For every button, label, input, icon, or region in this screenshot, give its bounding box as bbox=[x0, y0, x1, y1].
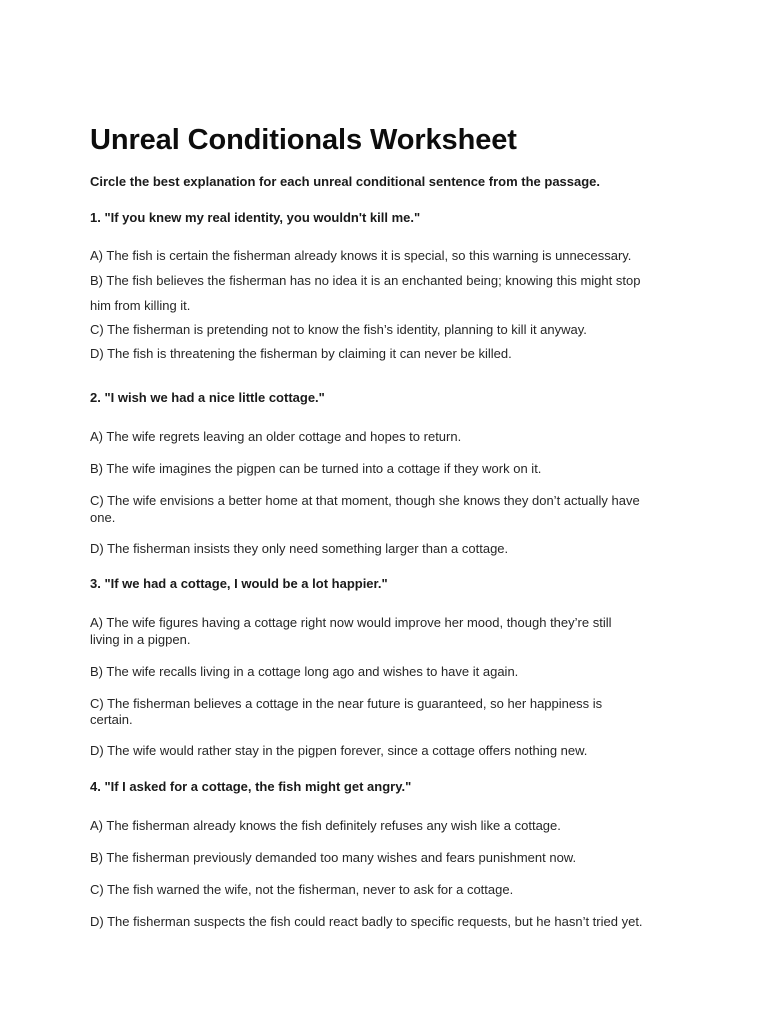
question-1-option-c[interactable]: C) The fisherman is pretending not to know the fish’s identity, planning to kill it anyway. bbox=[90, 322, 587, 337]
question-2-option-c-cont[interactable]: one. bbox=[90, 510, 116, 525]
question-1-option-d[interactable]: D) The fish is threatening the fisherman by claiming it can never be killed. bbox=[90, 346, 512, 361]
question-1-option-b-cont[interactable]: him from killing it. bbox=[90, 298, 191, 313]
question-4-option-b[interactable]: B) The fisherman previously demanded too many wishes and fears punishment now. bbox=[90, 850, 577, 865]
question-2-prompt: 2. "I wish we had a nice little cottage." bbox=[90, 390, 325, 405]
question-4-option-d[interactable]: D) The fisherman suspects the fish could react badly to specific requests, but he hasn’t tried yet. bbox=[90, 914, 643, 929]
page-title: Unreal Conditionals Worksheet bbox=[90, 124, 517, 156]
question-3-option-c-cont[interactable]: certain. bbox=[90, 712, 133, 727]
instructions: Circle the best explanation for each unreal conditional sentence from the passage. bbox=[90, 174, 601, 189]
question-2-option-b[interactable]: B) The wife imagines the pigpen can be turned into a cottage if they work on it. bbox=[90, 461, 542, 476]
question-3-option-c[interactable]: C) The fisherman believes a cottage in the near future is guaranteed, so her happiness is bbox=[90, 696, 603, 711]
question-3-prompt: 3. "If we had a cottage, I would be a lot happier." bbox=[90, 576, 388, 591]
question-3-option-a[interactable]: A) The wife figures having a cottage right now would improve her mood, though they’re still bbox=[90, 615, 612, 630]
question-2-option-d[interactable]: D) The fisherman insists they only need something larger than a cottage. bbox=[90, 541, 509, 556]
question-1-prompt: 1. "If you knew my real identity, you wouldn't kill me." bbox=[90, 210, 421, 225]
question-3-option-b[interactable]: B) The wife recalls living in a cottage long ago and wishes to have it again. bbox=[90, 664, 519, 679]
question-4-prompt: 4. "If I asked for a cottage, the fish might get angry." bbox=[90, 779, 412, 794]
question-3-option-a-cont[interactable]: living in a pigpen. bbox=[90, 632, 191, 647]
question-1-option-b[interactable]: B) The fish believes the fisherman has no idea it is an enchanted being; knowing this might stop bbox=[90, 273, 641, 288]
question-3-option-d[interactable]: D) The wife would rather stay in the pigpen forever, since a cottage offers nothing new. bbox=[90, 743, 588, 758]
question-2-option-a[interactable]: A) The wife regrets leaving an older cottage and hopes to return. bbox=[90, 429, 462, 444]
question-4-option-c[interactable]: C) The fish warned the wife, not the fisherman, never to ask for a cottage. bbox=[90, 882, 514, 897]
question-1-option-a[interactable]: A) The fish is certain the fisherman already knows it is special, so this warning is unnecessary. bbox=[90, 248, 632, 263]
question-2-option-c[interactable]: C) The wife envisions a better home at that moment, though she knows they don’t actually have bbox=[90, 493, 640, 508]
question-4-option-a[interactable]: A) The fisherman already knows the fish definitely refuses any wish like a cottage. bbox=[90, 818, 561, 833]
